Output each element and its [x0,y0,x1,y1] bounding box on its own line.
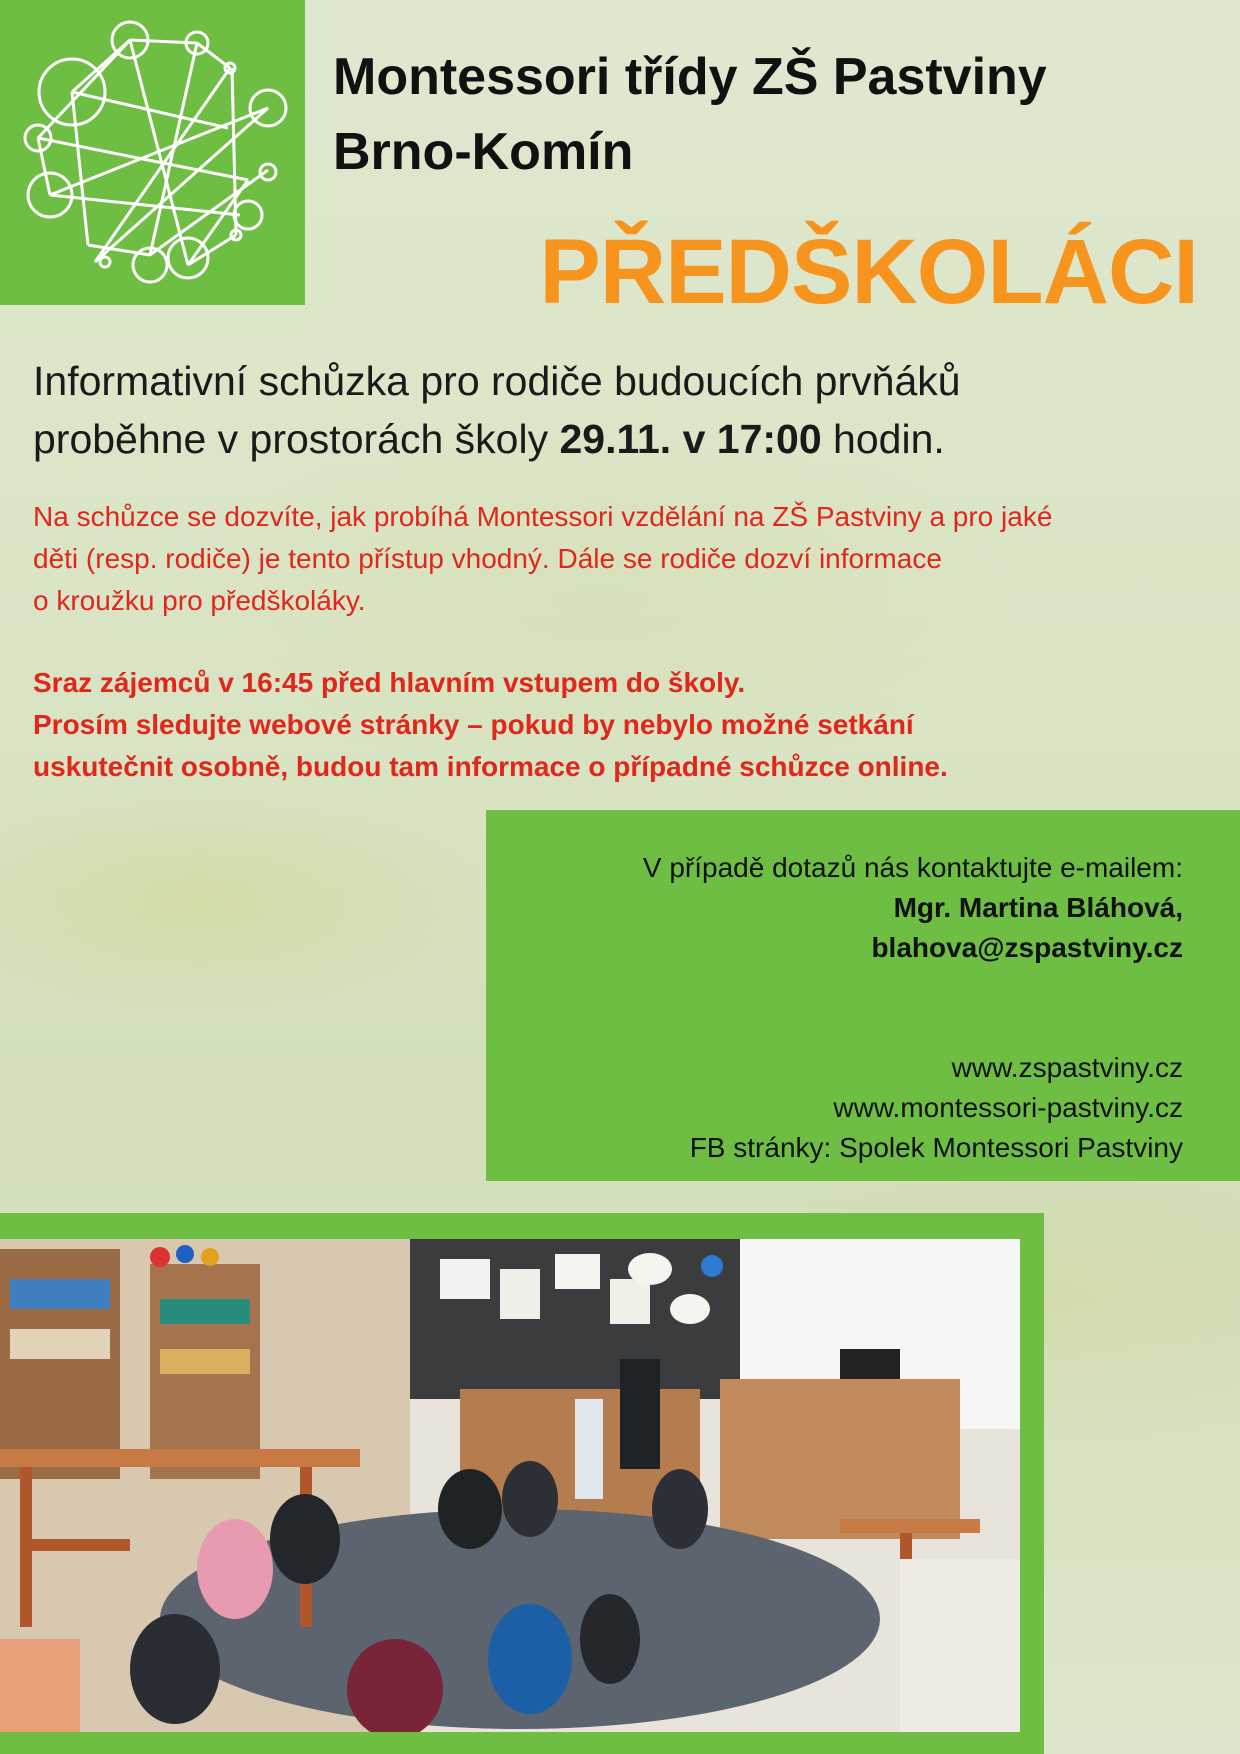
headline: PŘEDŠKOLÁCI [539,221,1198,323]
notice-line-1: Sraz zájemců v 16:45 před hlavním vstupem do školy. [33,667,746,698]
website-link-montessori[interactable]: www.montessori-pastviny.cz [833,1092,1183,1123]
contact-links [486,1048,1183,1168]
details-line-1: Na schůzce se dozvíte, jak probíhá Montessori vzdělání na ZŠ Pastviny a pro jaké [33,501,1053,532]
contact-box [486,810,1240,1181]
facebook-page-text: FB stránky: Spolek Montessori Pastviny [689,1132,1183,1163]
contact-name: Mgr. Martina Bláhová, [893,892,1183,923]
title-line-2: Brno-Komín [333,123,634,181]
meeting-datetime: 29.11. v 17:00 [559,416,822,462]
classroom-photo [0,1239,1020,1732]
contact-intro: V případě dotazů nás kontaktujte e-mailem: [642,852,1183,883]
intro-text [33,352,1213,468]
notice-text [33,662,1218,788]
network-logo-icon [0,0,305,305]
title-line-1: Montessori třídy ZŠ Pastviny [333,48,1047,106]
details-text [33,496,1218,622]
intro-line-2 [33,410,1213,468]
intro-line-2-prefix: proběhne v prostorách školy [33,416,560,462]
intro-line-2-suffix: hodin. [821,416,945,462]
website-link-zspastviny[interactable]: www.zspastviny.cz [951,1052,1183,1083]
intro-line-1: Informativní schůzka pro rodiče budoucích prvňáků [33,358,961,404]
details-line-3: o kroužku pro předškoláky. [33,585,366,616]
page-title [333,40,1213,190]
classroom-photo-illustration [0,1239,1020,1732]
notice-line-3: uskutečnit osobně, budou tam informace o případné schůzce online. [33,751,948,782]
logo-block [0,0,305,305]
notice-line-2: Prosím sledujte webové stránky – pokud by nebylo možné setkání [33,709,914,740]
contact-email[interactable]: blahova@zspastviny.cz [871,932,1183,963]
details-line-2: děti (resp. rodiče) je tento přístup vhodný. Dále se rodiče dozví informace [33,543,942,574]
